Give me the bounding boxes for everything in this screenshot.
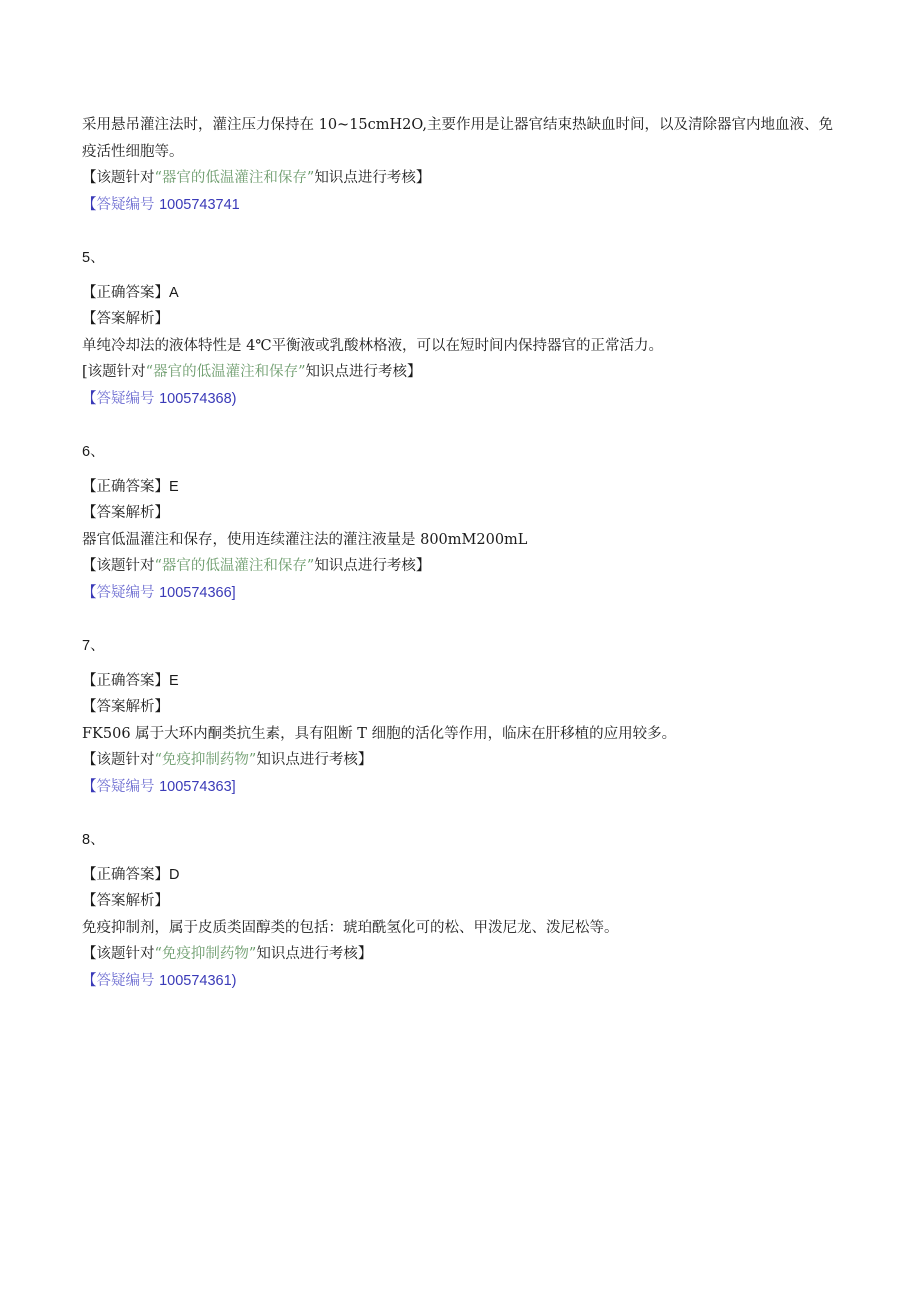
analysis-label: 【答案解析】 xyxy=(82,311,169,327)
answer-id-value: 1005743741 xyxy=(159,196,240,213)
correct-answer-label: 【正确答案】 xyxy=(82,672,169,689)
answer-id-value: 100574366] xyxy=(159,584,236,601)
knowledge-point: “器官的低温灌注和保存” xyxy=(145,364,306,380)
correct-answer-line xyxy=(82,668,842,695)
knowledge-prefix: 【该题针对 xyxy=(82,946,155,962)
correct-answer-value: D xyxy=(169,866,180,883)
correct-answer-label: 【正确答案】 xyxy=(82,478,169,495)
answer-id-value: 100574368) xyxy=(159,390,237,407)
question-number: 6、 xyxy=(82,444,105,460)
question-block-7 xyxy=(82,633,842,800)
document-page xyxy=(82,112,842,994)
question-number: 8、 xyxy=(82,832,105,848)
answer-id-line xyxy=(82,774,842,801)
answer-id-open: 【 xyxy=(82,778,97,795)
explanation: FK506 属于大环内酮类抗生素，具有阻断 T 细胞的活化等作用，临床在肝移植的应用较多。 xyxy=(82,725,677,742)
knowledge-prefix: 【该题针对 xyxy=(82,752,155,768)
intro-block xyxy=(82,112,842,218)
correct-answer-label: 【正确答案】 xyxy=(82,866,169,883)
knowledge-point: “器官的低温灌注和保存” xyxy=(154,170,315,186)
correct-answer-value: E xyxy=(169,478,179,495)
answer-id-label: 答疑编号 xyxy=(96,972,155,989)
answer-id-label: 答疑编号 xyxy=(96,584,155,601)
knowledge-line xyxy=(82,941,842,968)
analysis-label: 【答案解析】 xyxy=(82,893,169,909)
knowledge-prefix: 【该题针对 xyxy=(82,170,155,186)
knowledge-line xyxy=(82,359,842,386)
correct-answer-line xyxy=(82,862,842,889)
explanation: 单纯冷却法的液体特性是 4℃平衡液或乳酸林格液，可以在短时间内保持器官的正常活力。 xyxy=(82,337,664,354)
correct-answer-value: E xyxy=(169,672,179,689)
correct-answer-value: A xyxy=(169,284,179,301)
answer-id-open: 【 xyxy=(82,390,97,407)
knowledge-suffix: 知识点进行考核】 xyxy=(256,752,373,768)
knowledge-point: “免疫抑制药物” xyxy=(154,946,257,962)
analysis-label: 【答案解析】 xyxy=(82,505,169,521)
question-number: 5、 xyxy=(82,250,105,266)
knowledge-suffix: 知识点进行考核】 xyxy=(305,364,422,380)
knowledge-suffix: 知识点进行考核】 xyxy=(256,946,373,962)
question-block-8 xyxy=(82,827,842,994)
knowledge-point: “免疫抑制药物” xyxy=(154,752,257,768)
knowledge-prefix: 【该题针对 xyxy=(82,558,155,574)
intro-answer-id-line xyxy=(82,192,842,219)
intro-knowledge-line xyxy=(82,165,842,192)
knowledge-line xyxy=(82,747,842,774)
knowledge-suffix: 知识点进行考核】 xyxy=(314,558,431,574)
analysis-label: 【答案解析】 xyxy=(82,699,169,715)
answer-id-line xyxy=(82,580,842,607)
answer-id-line xyxy=(82,386,842,413)
answer-id-line xyxy=(82,968,842,995)
answer-id-value: 100574363] xyxy=(159,778,236,795)
answer-id-open: 【 xyxy=(82,972,97,989)
correct-answer-line xyxy=(82,474,842,501)
knowledge-prefix: [该题针对 xyxy=(82,364,146,380)
answer-id-label: 答疑编号 xyxy=(96,390,155,407)
explanation: 器官低温灌注和保存，使用连续灌注法的灌注液量是 800mM200mL xyxy=(82,531,528,548)
question-block-5 xyxy=(82,245,842,412)
explanation: 免疫抑制剂，属于皮质类固醇类的包括：琥珀酰氢化可的松、甲泼尼龙、泼尼松等。 xyxy=(82,919,619,936)
answer-id-value: 100574361) xyxy=(159,972,237,989)
question-number: 7、 xyxy=(82,638,105,654)
question-block-6 xyxy=(82,439,842,606)
answer-id-open: 【 xyxy=(82,196,97,213)
knowledge-point: “器官的低温灌注和保存” xyxy=(154,558,315,574)
answer-id-open: 【 xyxy=(82,584,97,601)
correct-answer-label: 【正确答案】 xyxy=(82,284,169,301)
knowledge-suffix: 知识点进行考核】 xyxy=(314,170,431,186)
knowledge-line xyxy=(82,553,842,580)
intro-explanation: 采用悬吊灌注法时，灌注压力保持在 10~15cmH2O,主要作用是让器官结束热缺血时间，以及清除器官内地血液、免疫活性细胞等。 xyxy=(82,117,834,160)
answer-id-label: 答疑编号 xyxy=(96,196,155,213)
answer-id-label: 答疑编号 xyxy=(96,778,155,795)
correct-answer-line xyxy=(82,280,842,307)
